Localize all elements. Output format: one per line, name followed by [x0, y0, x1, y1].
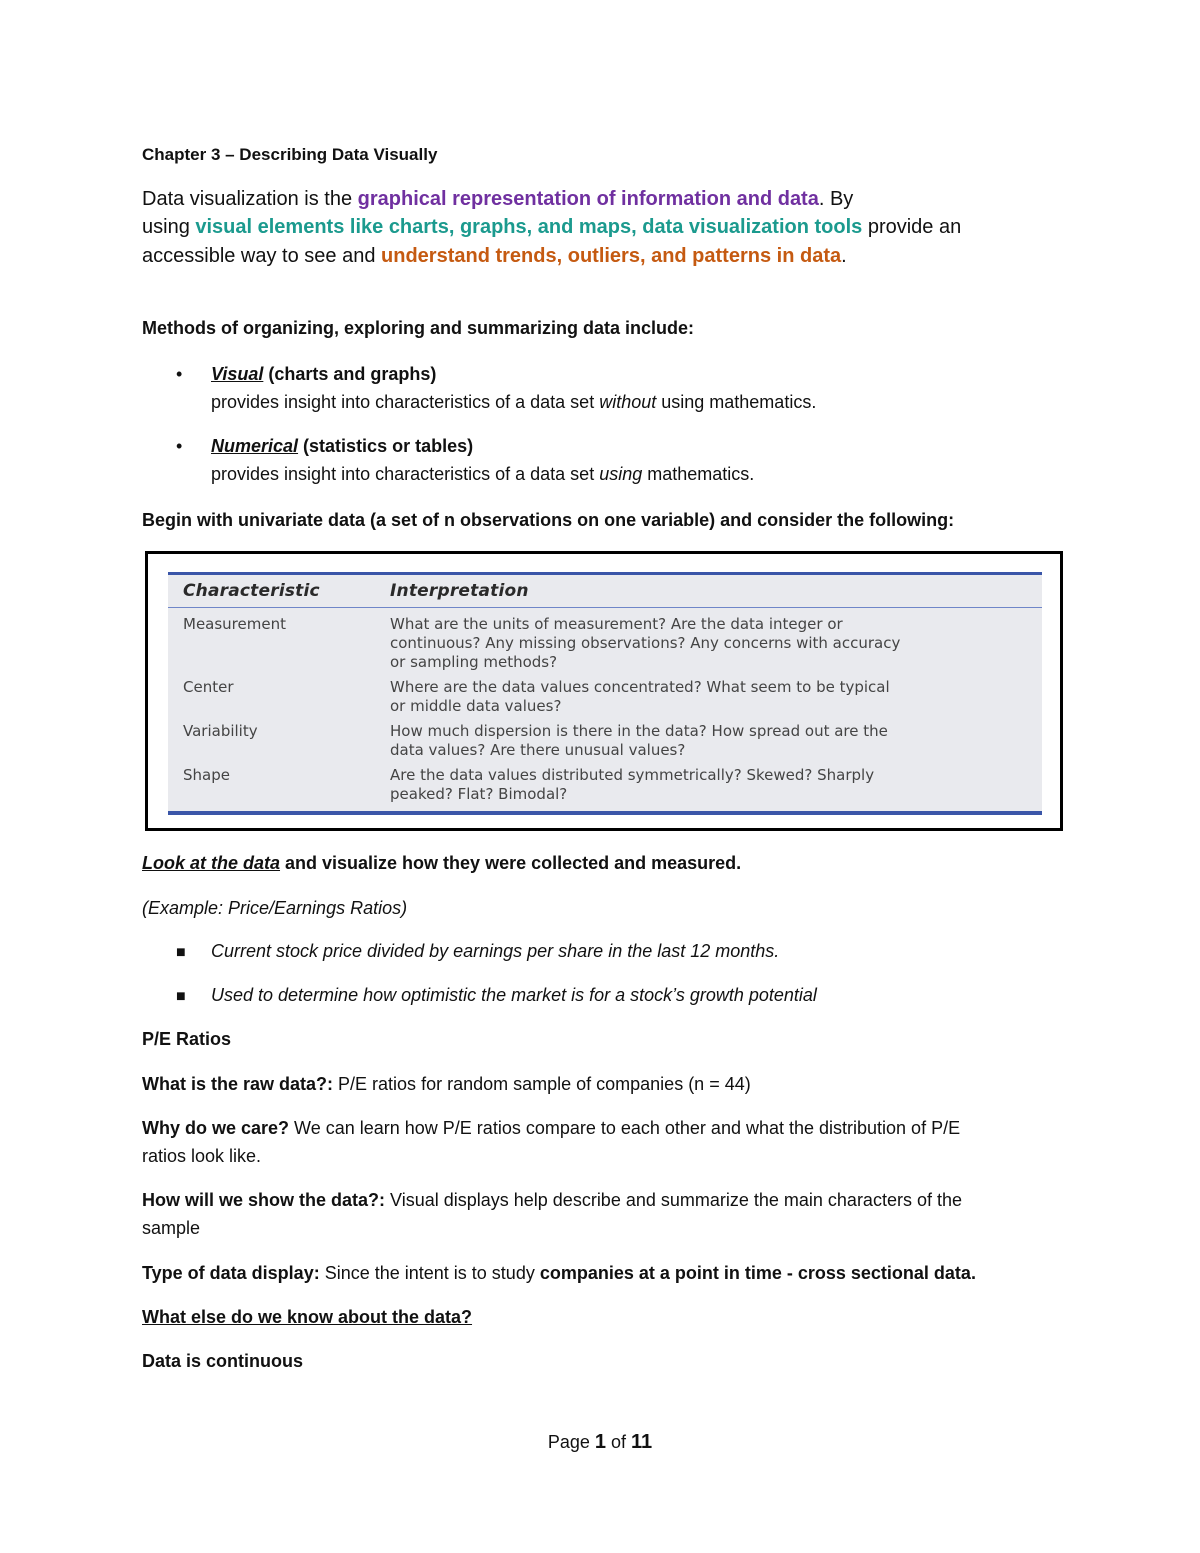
- example-item: Current stock price divided by earnings per share in the last 12 months.: [211, 941, 780, 961]
- method-desc: mathematics.: [642, 464, 755, 484]
- page-footer: [0, 1431, 1200, 1454]
- characteristics-table: [168, 572, 1042, 815]
- table-cell-characteristic: Variability: [183, 722, 258, 740]
- raw-data-answer: P/E ratios for random sample of companies (n = 44): [333, 1074, 751, 1094]
- method-desc: provides insight into characteristics of a data set: [211, 392, 600, 412]
- why-care-line-2: ratios look like.: [142, 1146, 262, 1166]
- why-care-answer: We can learn how P/E ratios compare to each other and what the distribution of P/E: [289, 1118, 961, 1138]
- intro-highlight-teal: visual elements like charts, graphs, and maps, data visualization tools: [195, 216, 863, 238]
- interpretation-line: What are the units of measurement? Are the data integer or: [390, 615, 843, 633]
- bullet-dot-icon: •: [176, 364, 183, 384]
- else-heading: What else do we know about the data?: [142, 1307, 473, 1327]
- method-paren: (charts and graphs): [263, 364, 437, 384]
- table-cell-characteristic: Measurement: [183, 615, 286, 633]
- table-cell-interpretation: [390, 722, 888, 760]
- intro-line-3: [142, 245, 847, 268]
- method-desc: using mathematics.: [656, 392, 817, 412]
- characteristics-table-frame: [145, 551, 1063, 831]
- method-visual-desc: [211, 392, 816, 413]
- why-care-line-1: [142, 1118, 960, 1139]
- display-type-answer: Since the intent is to study: [319, 1263, 540, 1283]
- why-care-question: Why do we care?: [142, 1118, 290, 1138]
- look-at-data-line: [142, 853, 741, 874]
- method-numerical-desc: [211, 464, 754, 485]
- square-bullet-icon: ■: [176, 944, 186, 961]
- method-desc-em: using: [599, 464, 643, 484]
- intro-line-2: [142, 216, 961, 239]
- display-type-emphasis: companies at a point in time - cross sectional data.: [539, 1263, 976, 1283]
- bullet-dot-icon: •: [176, 436, 183, 456]
- show-data-line-2: sample: [142, 1218, 201, 1238]
- table-cell-interpretation: [390, 678, 890, 716]
- method-desc-em: without: [599, 392, 657, 412]
- show-data-answer: Visual displays help describe and summarize the main characters of the: [385, 1190, 962, 1210]
- show-data-line-1: [142, 1190, 962, 1211]
- interpretation-line: or sampling methods?: [390, 653, 558, 671]
- footer-current-page: 1: [594, 1431, 606, 1453]
- interpretation-line: Where are the data values concentrated? What seem to be typical: [390, 678, 890, 696]
- pe-ratios-heading: P/E Ratios: [142, 1029, 232, 1049]
- raw-data-question: What is the raw data?:: [142, 1074, 334, 1094]
- method-term: Numerical: [211, 436, 299, 456]
- univariate-heading: Begin with univariate data (a set of n observations on one variable) and consider the following:: [142, 510, 955, 530]
- show-data-question: How will we show the data?:: [142, 1190, 386, 1210]
- intro-text: using: [142, 216, 196, 238]
- table-header-interpretation: Interpretation: [390, 581, 529, 601]
- intro-text: provide an: [862, 216, 962, 238]
- methods-heading: Methods of organizing, exploring and summarizing data include:: [142, 318, 695, 338]
- look-at-data-emphasis: Look at the data: [142, 853, 281, 873]
- data-continuous: Data is continuous: [142, 1351, 304, 1371]
- footer-page-word: Page: [547, 1432, 595, 1452]
- method-desc: provides insight into characteristics of a data set: [211, 464, 600, 484]
- table-cell-interpretation: [390, 615, 900, 672]
- method-numerical-title: [211, 436, 473, 457]
- example-label: (Example: Price/Earnings Ratios): [142, 898, 408, 918]
- table-cell-characteristic: Shape: [183, 766, 230, 784]
- intro-highlight-purple: graphical representation of information and data: [357, 188, 819, 210]
- intro-text: Data visualization is the: [142, 188, 358, 210]
- interpretation-line: continuous? Any missing observations? Any concerns with accuracy: [390, 634, 901, 652]
- raw-data-line: [142, 1074, 751, 1095]
- table-header-characteristic: Characteristic: [183, 581, 320, 601]
- intro-text: .: [841, 245, 847, 267]
- method-paren: (statistics or tables): [298, 436, 474, 456]
- footer-total-pages: 11: [631, 1431, 653, 1453]
- interpretation-line: How much dispersion is there in the data? How spread out are the: [390, 722, 888, 740]
- display-type-question: Type of data display:: [142, 1263, 320, 1283]
- interpretation-line: Are the data values distributed symmetrically? Skewed? Sharply: [390, 766, 875, 784]
- example-item: Used to determine how optimistic the market is for a stock’s growth potential: [211, 985, 817, 1005]
- interpretation-line: or middle data values?: [390, 697, 562, 715]
- intro-text: . By: [818, 188, 854, 210]
- intro-line-1: [142, 188, 853, 211]
- look-at-data-text: and visualize how they were collected and measured.: [280, 853, 742, 873]
- chapter-title: Chapter 3 – Describing Data Visually: [142, 145, 438, 164]
- table-cell-characteristic: Center: [183, 678, 234, 696]
- table-header-divider: [168, 607, 1042, 608]
- interpretation-line: peaked? Flat? Bimodal?: [390, 785, 568, 803]
- table-cell-interpretation: [390, 766, 874, 804]
- method-term: Visual: [211, 364, 264, 384]
- square-bullet-icon: ■: [176, 988, 186, 1005]
- intro-highlight-orange: understand trends, outliers, and patterns in data: [381, 245, 842, 267]
- method-visual-title: [211, 364, 436, 385]
- display-type-line: [142, 1263, 976, 1284]
- footer-of-word: of: [606, 1432, 632, 1452]
- intro-text: accessible way to see and: [142, 245, 382, 267]
- interpretation-line: data values? Are there unusual values?: [390, 741, 686, 759]
